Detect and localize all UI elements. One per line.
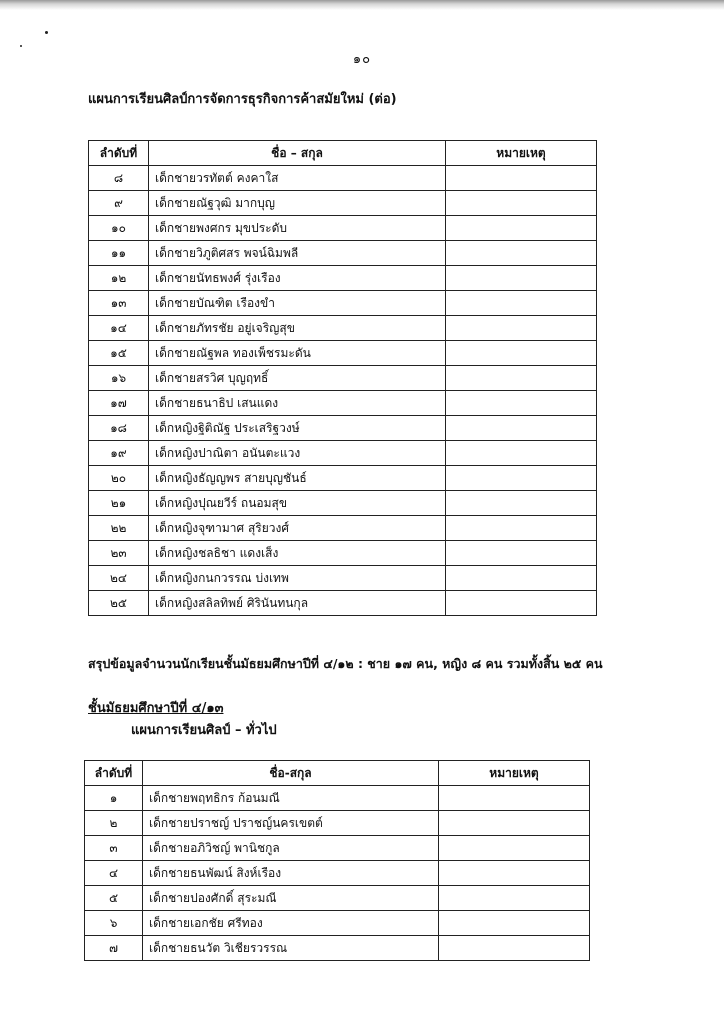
student-name: เด็กชายเอกชัย ศรีทอง [143, 911, 439, 936]
table-row [89, 416, 597, 441]
row-number: ๕ [85, 886, 143, 911]
row-note [439, 861, 590, 886]
table-row [85, 836, 590, 861]
table-row [89, 541, 597, 566]
row-note [439, 836, 590, 861]
plan-heading: แผนการเรียนศิลป์ – ทั่วไป [131, 723, 277, 738]
student-name: เด็กชายพงศกร มุขประดับ [149, 216, 446, 241]
table-row [89, 216, 597, 241]
row-number: ๑๒ [89, 266, 149, 291]
row-note [446, 566, 597, 591]
student-name: เด็กหญิงธัญญพร สายบุญชันธ์ [149, 466, 446, 491]
row-note [446, 191, 597, 216]
row-note [446, 216, 597, 241]
row-number: ๘ [89, 166, 149, 191]
row-note [439, 811, 590, 836]
table-row [89, 341, 597, 366]
row-note [446, 391, 597, 416]
student-name: เด็กชายพฤทธิกร ก้อนมณี [143, 786, 439, 811]
column-header-note: หมายเหตุ [446, 141, 597, 166]
student-table-2 [84, 760, 590, 961]
scan-speck [45, 31, 48, 34]
row-number: ๑๕ [89, 341, 149, 366]
student-name: เด็กชายภัทรชัย อยู่เจริญสุข [149, 316, 446, 341]
student-name: เด็กหญิงปุณยวีร์ ถนอมสุข [149, 491, 446, 516]
row-number: ๑๗ [89, 391, 149, 416]
page-number: ๑๐ [352, 52, 372, 67]
table-row [89, 566, 597, 591]
table-row [89, 491, 597, 516]
table-row [85, 786, 590, 811]
student-table-1 [88, 140, 597, 616]
row-note [439, 911, 590, 936]
row-number: ๓ [85, 836, 143, 861]
table-row [89, 441, 597, 466]
row-note [446, 291, 597, 316]
scan-edge-shadow [0, 0, 724, 10]
row-number: ๙ [89, 191, 149, 216]
student-name: เด็กชายธนวัต วิเชียรวรรณ [143, 936, 439, 961]
row-note [446, 366, 597, 391]
student-name: เด็กชายปราชญ์ ปราชญ์นครเขตต์ [143, 811, 439, 836]
row-note [446, 416, 597, 441]
row-number: ๒๑ [89, 491, 149, 516]
row-number: ๑๐ [89, 216, 149, 241]
row-number: ๑๑ [89, 241, 149, 266]
row-number: ๒๒ [89, 516, 149, 541]
column-header-name: ชื่อ-สกุล [143, 761, 439, 786]
row-number: ๗ [85, 936, 143, 961]
table-row [85, 886, 590, 911]
student-name: เด็กหญิงสลิลทิพย์ ศิรินันทนกุล [149, 591, 446, 616]
row-number: ๑๔ [89, 316, 149, 341]
table-row [89, 391, 597, 416]
section1-heading: แผนการเรียนศิลป์การจัดการธุรกิจการค้าสมัยใหม่ (ต่อ) [88, 92, 397, 107]
student-name: เด็กชายบัณฑิต เรืองขำ [149, 291, 446, 316]
table-row [85, 861, 590, 886]
student-name: เด็กชายณัฐพล ทองเพ็ชรมะดัน [149, 341, 446, 366]
grade-heading: ชั้นมัธยมศึกษาปีที่ ๔/๑๓ [88, 701, 224, 716]
row-note [446, 341, 597, 366]
table-row [85, 911, 590, 936]
student-name: เด็กชายธนาธิป เสนแดง [149, 391, 446, 416]
student-name: เด็กชายสรวิศ บุญฤทธิ์ [149, 366, 446, 391]
row-note [446, 266, 597, 291]
row-number: ๑๖ [89, 366, 149, 391]
student-name: เด็กชายธนพัฒน์ สิงห์เรือง [143, 861, 439, 886]
table-row [89, 191, 597, 216]
table-row [89, 366, 597, 391]
student-name: เด็กหญิงปาณิตา อนันตะแวง [149, 441, 446, 466]
table-row [89, 466, 597, 491]
column-header-name: ชื่อ – สกุล [149, 141, 446, 166]
student-name: เด็กหญิงชลธิชา แดงเส็ง [149, 541, 446, 566]
row-note [439, 786, 590, 811]
table-row [85, 811, 590, 836]
class-summary: สรุปข้อมูลจำนวนนักเรียนชั้นมัธยมศึกษาปีที่ ๔/๑๒ : ชาย ๑๗ คน, หญิง ๘ คน รวมทั้งสิ้น ๒๕ คน [88, 656, 603, 671]
row-number: ๑๘ [89, 416, 149, 441]
student-name: เด็กหญิงฐิติณัฐ ประเสริฐวงษ์ [149, 416, 446, 441]
row-number: ๑๙ [89, 441, 149, 466]
column-header-number: ลำดับที่ [89, 141, 149, 166]
row-note [446, 541, 597, 566]
student-name: เด็กชายอภิวิชญ์ พานิชกูล [143, 836, 439, 861]
row-note [439, 886, 590, 911]
row-note [446, 591, 597, 616]
row-number: ๖ [85, 911, 143, 936]
row-number: ๒๕ [89, 591, 149, 616]
row-note [439, 936, 590, 961]
row-number: ๒๓ [89, 541, 149, 566]
student-name: เด็กชายวิภูติศสร พจน์ฉิมพลี [149, 241, 446, 266]
student-name: เด็กชายปองศักดิ์ สุระมณี [143, 886, 439, 911]
table-row [89, 591, 597, 616]
row-note [446, 316, 597, 341]
table-row [89, 166, 597, 191]
table-row [89, 266, 597, 291]
student-name: เด็กหญิงจุฑามาศ สุริยวงศ์ [149, 516, 446, 541]
row-note [446, 516, 597, 541]
column-header-number: ลำดับที่ [85, 761, 143, 786]
table-header-row [85, 761, 590, 786]
table-row [89, 516, 597, 541]
student-name: เด็กหญิงกนกวรรณ บ่งเทพ [149, 566, 446, 591]
row-number: ๔ [85, 861, 143, 886]
row-number: ๒๐ [89, 466, 149, 491]
student-name: เด็กชายนัทธพงศ์ รุ่งเรือง [149, 266, 446, 291]
column-header-note: หมายเหตุ [439, 761, 590, 786]
row-number: ๒ [85, 811, 143, 836]
table-row [89, 241, 597, 266]
student-name: เด็กชายวรทัตต์ คงคาใส [149, 166, 446, 191]
row-note [446, 466, 597, 491]
row-number: ๒๔ [89, 566, 149, 591]
scan-speck [20, 45, 22, 47]
row-number: ๑๓ [89, 291, 149, 316]
row-note [446, 491, 597, 516]
table-row [89, 291, 597, 316]
row-note [446, 241, 597, 266]
table-row [89, 316, 597, 341]
table-row [85, 936, 590, 961]
student-name: เด็กชายณัฐวุฒิ มากบุญ [149, 191, 446, 216]
row-note [446, 441, 597, 466]
row-note [446, 166, 597, 191]
table-header-row [89, 141, 597, 166]
row-number: ๑ [85, 786, 143, 811]
